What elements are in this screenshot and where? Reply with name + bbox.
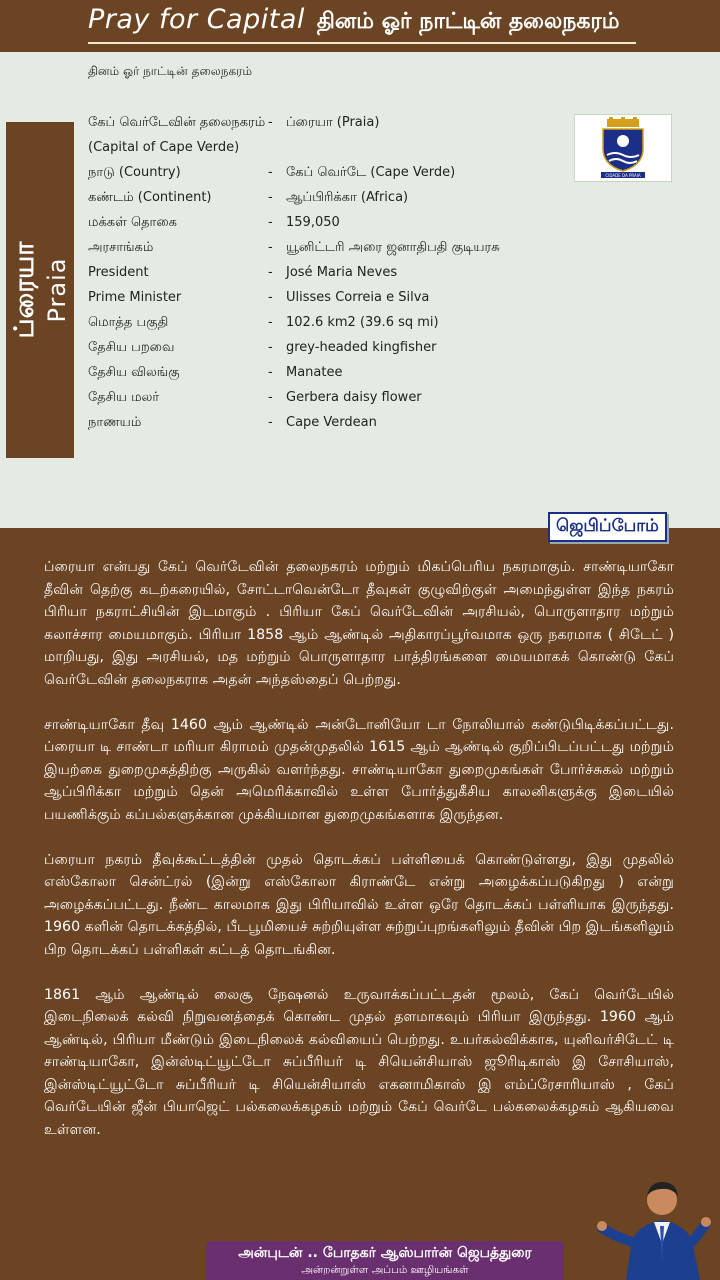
fact-row xyxy=(88,185,548,210)
fact-row xyxy=(88,310,548,335)
capital-name-tab xyxy=(6,122,74,458)
fact-label: கண்டம் (Continent) xyxy=(88,190,212,205)
paragraph: ப்ரையா என்பது கேப் வெர்டேவின் தலைநகரம் மற்றும் மிகப்பெரிய நகரமாகும். சாண்டியாகோ தீவின் தெற்கு கடற்கரையில், சோட்டாவென்டோ தீவுகள் குழுவிற்குள் அமைந்துள்ள இந்த நகரம் பிரியா நகராட்சியின் இடமாகும் . பிரியா கேப் வெர்டேவின் அரசியல், பொருளாதார மற்றும் கலாச்சார மையமாகும். பிரியா 1858 ஆம் ஆண்டில் அதிகாரப்பூர்வமாக ஒரு நகரமாக ( சிடேட் ) மாறியது, இது அரசியல், மத மற்றும் பொருளாதார பாத்திரங்களை மையமாகக் கொண்டு கேப் வெர்டேவின் தலைநகராக அதன் அந்தஸ்தைப் பெற்றது. xyxy=(44,559,674,688)
fact-value: 159,050 xyxy=(286,215,340,230)
fact-label: மக்கள் தொகை xyxy=(88,215,177,230)
fact-row xyxy=(88,335,548,360)
fact-value: Manatee xyxy=(286,365,343,380)
fact-label: நாணயம் xyxy=(88,415,142,430)
capital-name-english: Praia xyxy=(43,257,71,323)
fact-row xyxy=(88,385,548,410)
fact-label: President xyxy=(88,265,149,280)
fact-dash: - xyxy=(268,365,273,380)
fact-value: Cape Verdean xyxy=(286,415,377,430)
fact-label: தேசிய விலங்கு xyxy=(88,365,180,380)
panel-subtitle: தினம் ஓர் நாட்டின் தலைநகரம் xyxy=(88,64,252,78)
fact-row xyxy=(88,110,548,135)
city-emblem xyxy=(574,114,672,182)
pastor-photo xyxy=(596,1170,720,1280)
fact-label-sub: (Capital of Cape Verde) xyxy=(88,140,240,155)
facts-table xyxy=(88,110,548,435)
info-panel xyxy=(0,52,720,528)
fact-dash: - xyxy=(268,265,273,280)
coat-of-arms-icon xyxy=(593,117,653,179)
header-bar xyxy=(0,0,720,52)
fact-row xyxy=(88,260,548,285)
fact-label: Prime Minister xyxy=(88,290,182,305)
capital-name-tamil: ப்ரையா xyxy=(9,241,40,339)
fact-value: ப்ரையா (Praia) xyxy=(286,115,380,130)
fact-value: Gerbera daisy flower xyxy=(286,390,422,405)
fact-dash: - xyxy=(268,290,273,305)
fact-dash: - xyxy=(268,390,273,405)
fact-value: grey-headed kingfisher xyxy=(286,340,437,355)
fact-label: அரசாங்கம் xyxy=(88,240,154,255)
page-title xyxy=(88,4,636,44)
title-tamil: தினம் ஓர் நாட்டின் தலைநகரம் xyxy=(316,9,620,34)
fact-label: மொத்த பகுதி xyxy=(88,315,169,330)
fact-dash: - xyxy=(268,340,273,355)
fact-value: 102.6 km2 (39.6 sq mi) xyxy=(286,315,439,330)
fact-value: யூனிட்டரி அரை ஜனாதிபதி குடியரசு xyxy=(286,240,500,255)
fact-value: ஆப்பிரிக்கா (Africa) xyxy=(286,190,409,205)
fact-value: Ulisses Correia e Silva xyxy=(286,290,430,305)
fact-dash: - xyxy=(268,315,273,330)
fact-row xyxy=(88,235,548,260)
svg-text:CIDADE DA PRAIA: CIDADE DA PRAIA xyxy=(605,173,641,178)
fact-dash: - xyxy=(268,115,273,130)
signature-footer xyxy=(206,1241,564,1280)
fact-row xyxy=(88,210,548,235)
fact-label: தேசிய மலர் xyxy=(88,390,160,405)
fact-dash: - xyxy=(268,415,273,430)
fact-label: தேசிய பறவை xyxy=(88,340,175,355)
fact-row xyxy=(88,160,548,185)
pray-label: ஜெபிப்போம் xyxy=(548,512,667,542)
fact-label: கேப் வெர்டேவின் தலைநகரம் xyxy=(88,115,266,130)
fact-dash: - xyxy=(268,190,273,205)
fact-row xyxy=(88,410,548,435)
fact-value: José Maria Neves xyxy=(286,265,398,280)
article-body xyxy=(44,556,674,1164)
ministry-name: அன்றன்றுள்ள அப்பம் ஊழியங்கள் xyxy=(301,1264,469,1276)
fact-dash: - xyxy=(268,240,273,255)
fact-row xyxy=(88,285,548,310)
title-english: Pray for Capital xyxy=(88,4,305,35)
fact-row xyxy=(88,360,548,385)
fact-value: கேப் வெர்டே (Cape Verde) xyxy=(286,165,456,180)
paragraph: ப்ரையா நகரம் தீவுக்கூட்டத்தின் முதல் தொடக்கப் பள்ளியைக் கொண்டுள்ளது, இது முதலில் எஸ்கோலா சென்ட்ரல் (இன்று எஸ்கோலா கிராண்டே என்று அழைக்கப்படுகிறது ) என்று அழைக்கப்பட்டது. நீண்ட காலமாக இது பிரியாவில் உள்ள ஒரே தொடக்கப் பள்ளியாக இருந்தது. 1960 களின் தொடக்கத்தில், பீடபூமியைச் சுற்றியுள்ள சுற்றுப்புறங்களிலும் தீவின் பிற இடங்களிலும் பிற தொடக்கப் பள்ளிகள் கட்டத் தொடங்கின. xyxy=(44,851,674,958)
fact-label: நாடு (Country) xyxy=(88,165,181,180)
paragraph: சாண்டியாகோ தீவு 1460 ஆம் ஆண்டில் அன்டோனியோ டா நோலியால் கண்டுபிடிக்கப்பட்டது. ப்ரையா டி சாண்டா மரியா கிராமம் முதன்முதலில் 1615 ஆம் ஆண்டில் குறிப்பிடப்பட்டது மற்றும் இயற்கை துறைமுகத்திற்கு அருகில் வளர்ந்தது. சாண்டியாகோ துறைமுகங்கள் போர்ச்சுகல் மற்றும் ஆப்பிரிக்கா மற்றும் தென் அமெரிக்காவில் உள்ள போர்த்துகீசிய காலனிகளுக்கு இடையில் பயணிக்கும் கப்பல்களுக்கான முக்கியமான துறைமுகங்களாக இருந்தன. xyxy=(44,716,674,823)
paragraph: 1861 ஆம் ஆண்டில் லைசூ நேஷனல் உருவாக்கப்பட்டதன் மூலம், கேப் வெர்டேயில் இடைநிலைக் கல்வி நிறுவனத்தைக் கொண்ட முதல் தளமாகவும் பிரியா இருந்தது. 1960 ஆம் ஆண்டில், பிரியா மீண்டும் இடைநிலைக் கல்வியைப் பெற்றது. உயர்கல்விக்காக, யுனிவர்சிடேட் டி சாண்டியாகோ, இன்ஸ்டிட்யூட்டோ சுப்பீரியர் டி சியென்சியாஸ் ஜூரிடிகாஸ் இ சோசியாஸ், இன்ஸ்டிட்யூட்டோ சுப்பீரியர் டி சியென்சியாஸ் எகனாமிகாஸ் இ எம்ப்ரேசாரியாஸ் , கேப் வெர்டேயின் ஜீன் பியாஜெட் பல்கலைக்கழகம் மற்றும் கேப் வெர்டே பல்கலைக்கழகம் ஆகியவை உள்ளன. xyxy=(44,986,674,1139)
author-name: அன்புடன் .. போதகர் ஆஸ்பார்ன் ஜெபத்துரை xyxy=(238,1245,532,1261)
fact-dash: - xyxy=(268,215,273,230)
fact-dash: - xyxy=(268,165,273,180)
